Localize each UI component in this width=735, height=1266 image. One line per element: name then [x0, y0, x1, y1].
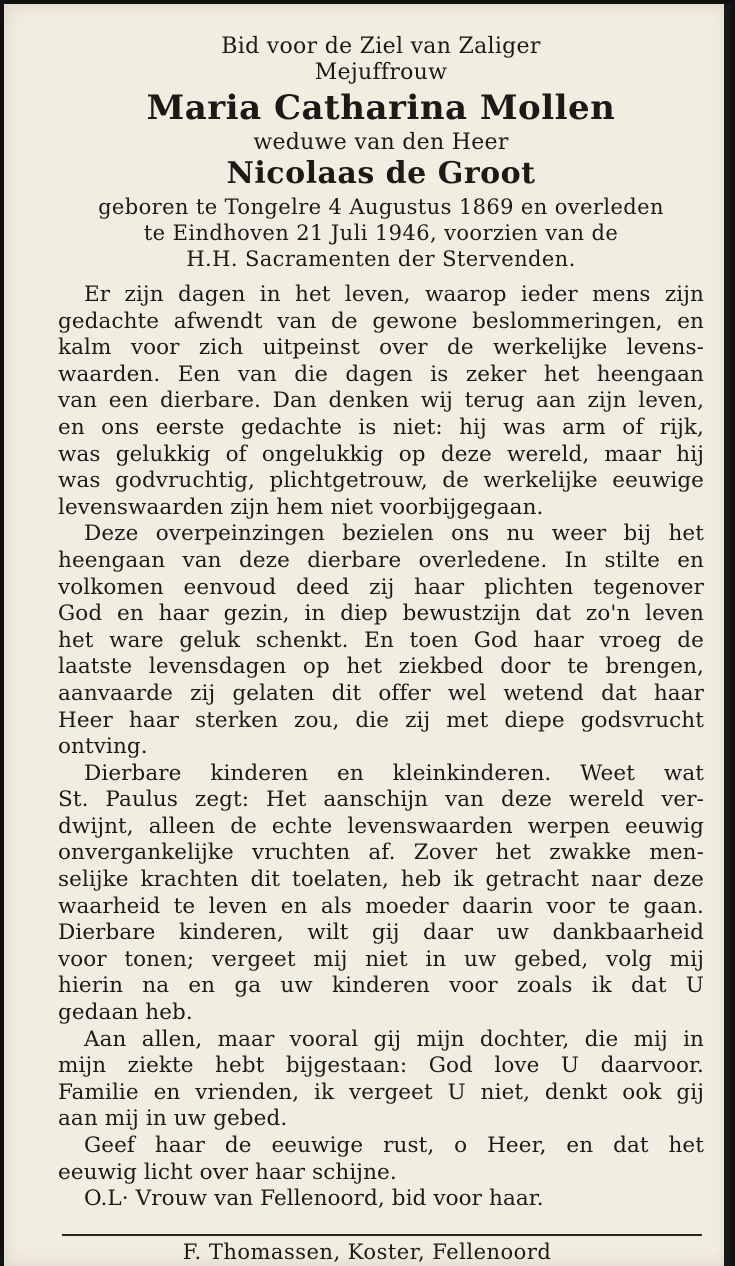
body-text [58, 282, 704, 1213]
text-line: Er zijn dagen in het leven, waarop ieder mens zijn [84, 282, 704, 307]
text-line: selijke krachten dit toelaten, heb ik getracht naar deze [58, 867, 704, 893]
text-line: was gelukkig of ongelukkig op deze wereld, maar hij [58, 441, 704, 467]
text-line: Aan allen, maar vooral gij mijn dochter, die mij in [84, 1026, 704, 1052]
text-line: God en haar gezin, in diep bewustzijn dat zo'n leven [58, 601, 704, 627]
text-line: dwijnt, alleen de echte levenswaarden werpen eeuwig [58, 813, 704, 839]
printer-credit: F. Thomassen, Koster, Fellenoord [182, 1240, 552, 1264]
divider-line [62, 1234, 702, 1236]
text-line: was godvruchtig, plichtgetrouw, de werkelijke eeuwige [58, 468, 704, 494]
text-line: levenswaarden zijn hem niet voorbijgegaan. [58, 494, 544, 520]
text-line: Heer haar sterken zou, die zij met diepe godsvrucht [58, 707, 704, 733]
text-line: Dierbare kinderen en kleinkinderen. Weet wat [84, 760, 704, 786]
text-line: waarden. Een van die dagen is zeker het heengaan [58, 361, 704, 387]
text-line: gedaan heb. [58, 1000, 193, 1026]
text-line: Geef haar de eeuwige rust, o Heer, en dat het [84, 1133, 704, 1158]
paragraph-2 [58, 521, 704, 760]
text-line: mijn ziekte hebt bijgestaan: God love U daarvoor. [58, 1053, 704, 1079]
text-line: het ware geluk schenkt. En toen God haar vroeg de [58, 627, 704, 653]
closing-prayer: O.L· Vrouw van Fellenoord, bid voor haar. [84, 1186, 544, 1212]
dates-line-1: geboren te Tongelre 4 Augustus 1869 en overleden [98, 195, 664, 219]
text-line: hierin na en ga uw kinderen voor zoals ik dat U [58, 973, 704, 999]
card-edge-shadow [724, 4, 730, 1266]
text-line: waarheid te leven en als moeder daarin voor te gaan. [58, 893, 704, 919]
paragraph-1 [58, 282, 704, 521]
paragraph-4 [58, 1027, 704, 1133]
text-line: eeuwig licht over haar schijne. [58, 1159, 397, 1185]
text-line: Dierbare kinderen, wilt gij daar uw dankbaarheid [58, 920, 704, 946]
text-line: Familie en vrienden, ik vergeet U niet, denkt ook gij [58, 1079, 704, 1105]
dates-line-3: H.H. Sacramenten der Stervenden. [186, 247, 576, 271]
deceased-name: Maria Catharina Mollen [146, 88, 616, 128]
text-line: kalm voor zich uitpeinst over de werkelijke levens- [58, 335, 704, 361]
text-line: en ons eerste gedachte is niet: hij was arm of rijk, [58, 414, 704, 440]
text-line: volkomen eenvoud deed zij haar plichten tegenover [58, 574, 704, 600]
text-line: voor tonen; vergeet mij niet in uw gebed, volg mij [58, 946, 704, 972]
text-line: ontving. [58, 734, 148, 760]
header-line-2: Mejuffrouw [314, 60, 448, 85]
text-line: gedachte afwendt van de gewone beslommeringen, en [58, 308, 704, 334]
text-line: St. Paulus zegt: Het aanschijn van deze wereld ver- [58, 787, 704, 813]
paragraph-3 [58, 761, 704, 1027]
header-line-1: Bid voor de Ziel van Zaliger [221, 34, 541, 59]
text-line: van een dierbare. Dan denken wij terug aan zijn leven, [58, 388, 704, 414]
text-line: Deze overpeinzingen bezielen ons nu weer bij het [84, 521, 704, 547]
text-line: aan mij in uw gebed. [58, 1106, 288, 1132]
text-line: aanvaarde zij gelaten dit offer wel wetend dat haar [58, 680, 704, 706]
spouse-name: Nicolaas de Groot [226, 156, 536, 191]
memorial-card [4, 4, 730, 1266]
dates-line-2: te Eindhoven 21 Juli 1946, voorzien van de [143, 221, 619, 245]
header-line-3: weduwe van den Heer [253, 130, 509, 155]
text-line: laatste levensdagen op het ziekbed door te brengen, [58, 654, 704, 680]
paragraph-5 [58, 1133, 704, 1186]
text-line: heengaan van deze dierbare overledene. In stilte en [58, 547, 704, 573]
card-content [58, 34, 704, 1213]
text-line: onvergankelijke vruchten af. Zover het zwakke men- [58, 840, 704, 866]
